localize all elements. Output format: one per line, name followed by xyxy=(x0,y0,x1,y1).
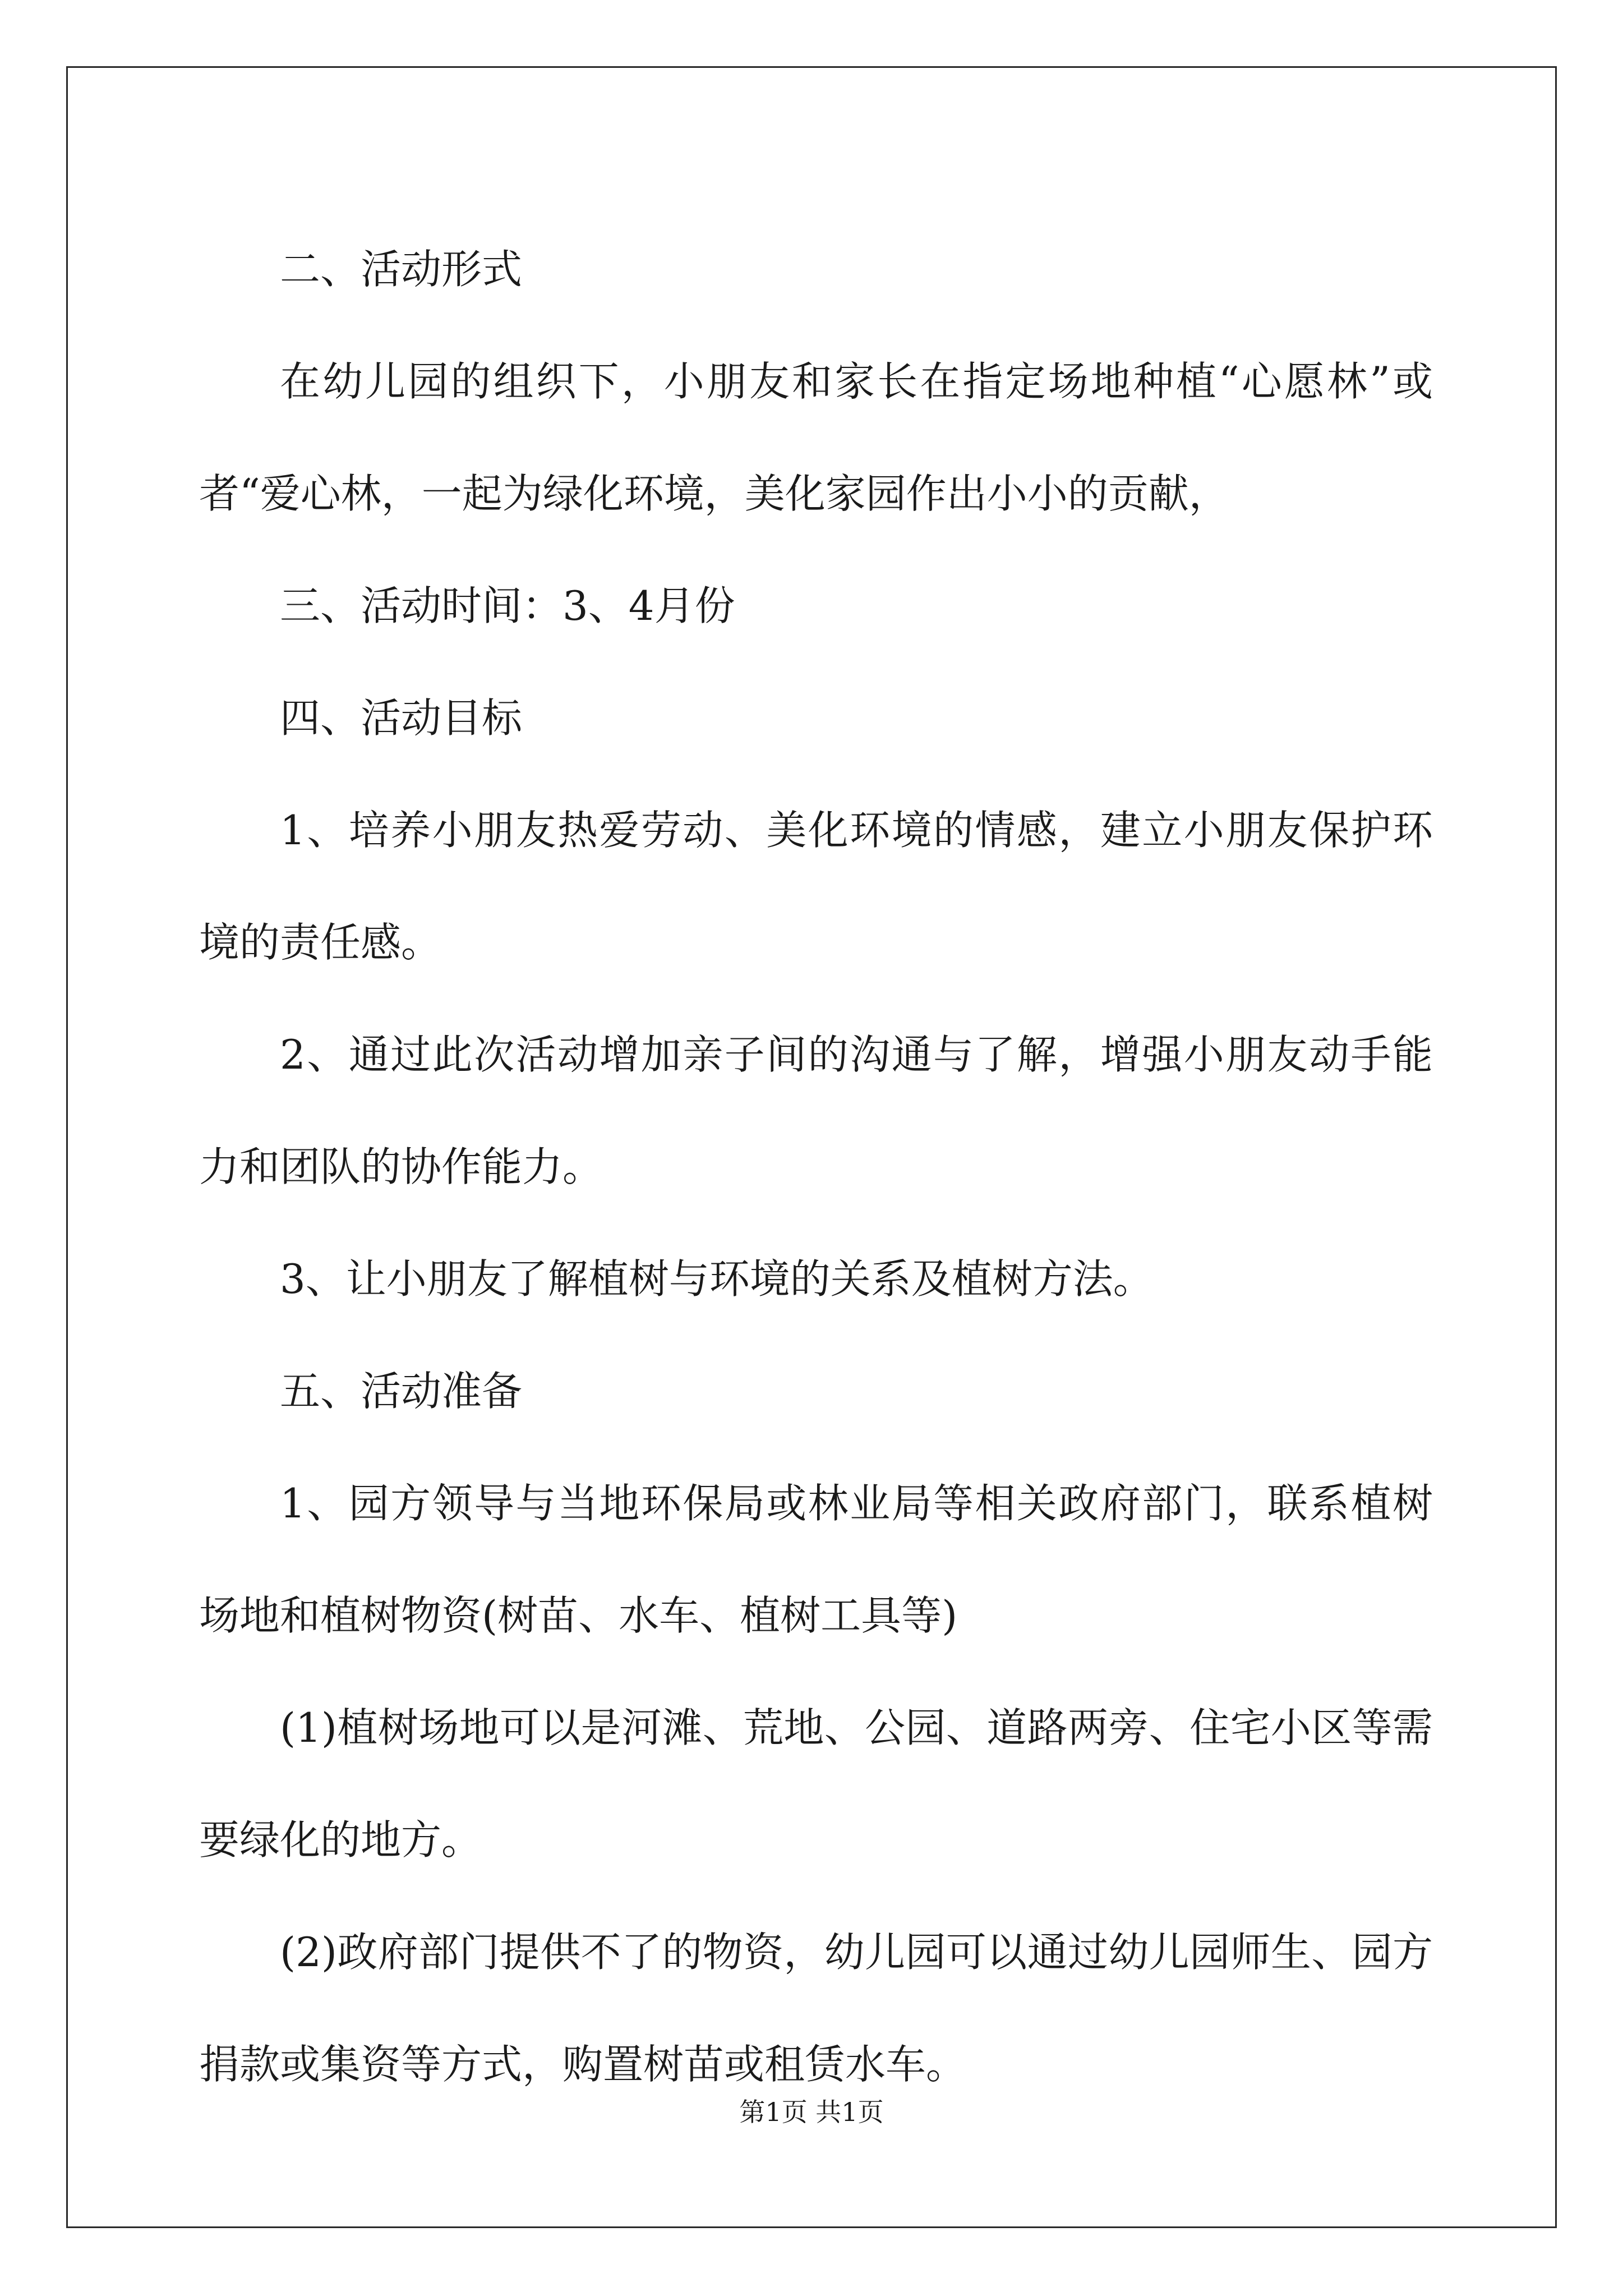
page-footer: 第1页 共1页 xyxy=(739,2097,884,2127)
paragraph-goal-2: 2、通过此次活动增加亲子间的沟通与了解，增强小朋友动手能力和团队的协作能力。 xyxy=(199,1031,1433,1190)
document-body xyxy=(199,213,1433,2120)
heading-activity-goals: 四、活动目标 xyxy=(280,694,523,742)
heading-activity-preparation: 五、活动准备 xyxy=(280,1368,523,1415)
heading-activity-form: 二、活动形式 xyxy=(280,246,523,293)
paragraph-preparation-1-2: (2)政府部门提供不了的物资，幼儿园可以通过幼儿园师生、园方捐款或集资等方式，购置树苗或租赁水车。 xyxy=(199,1929,1433,2088)
paragraph-preparation-1-1: (1)植树场地可以是河滩、荒地、公园、道路两旁、住宅小区等需要绿化的地方。 xyxy=(199,1704,1433,1864)
heading-activity-time: 三、活动时间：3、4月份 xyxy=(280,582,735,629)
paragraph-preparation-1: 1、园方领导与当地环保局或林业局等相关政府部门，联系植树场地和植树物资(树苗、水车、植树工具等) xyxy=(199,1480,1433,1639)
paragraph-goal-1: 1、培养小朋友热爱劳动、美化环境的情感，建立小朋友保护环境的责任感。 xyxy=(199,807,1433,966)
paragraph-activity-form: 在幼儿园的组织下，小朋友和家长在指定场地种植“心愿林”或者“爱心林，一起为绿化环境，美化家园作出小小的贡献， xyxy=(199,358,1433,517)
paragraph-goal-3: 3、让小朋友了解植树与环境的关系及植树方法。 xyxy=(280,1255,1154,1303)
